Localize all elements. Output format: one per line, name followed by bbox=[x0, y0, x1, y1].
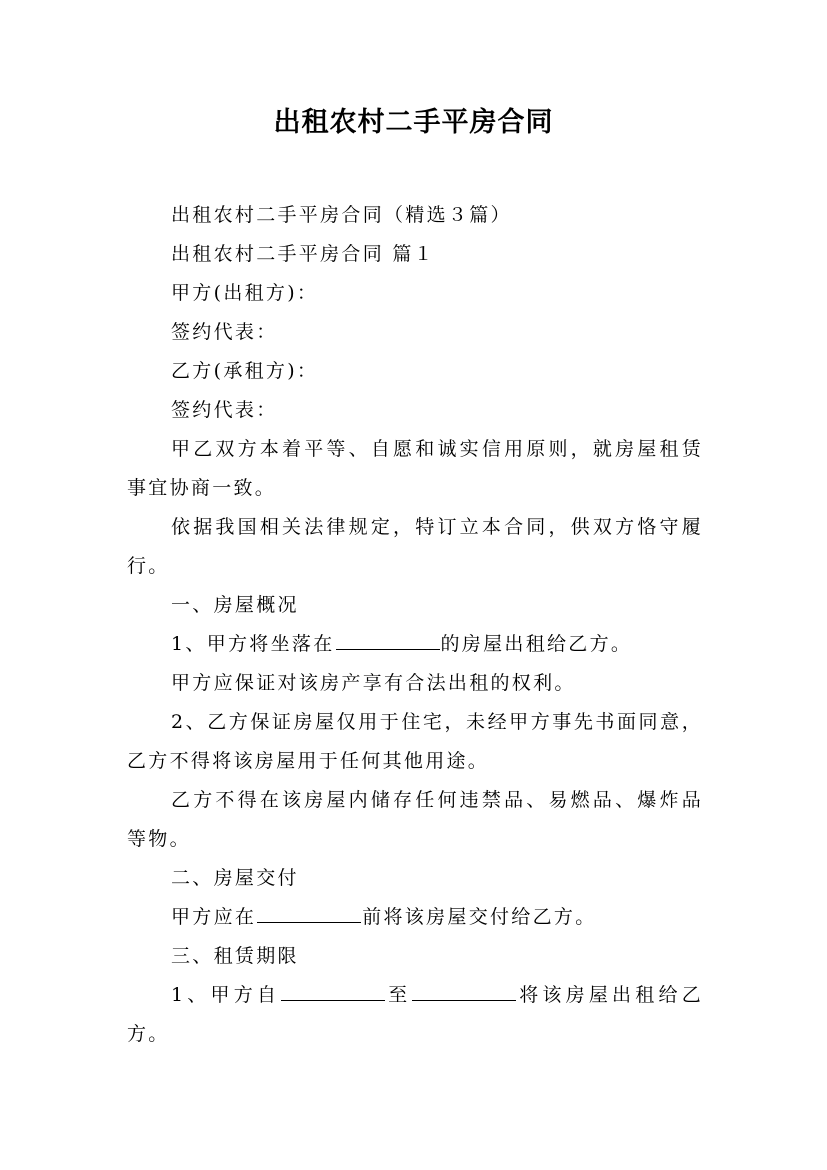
document-body bbox=[127, 196, 703, 1054]
paragraph-heading-overview bbox=[127, 586, 703, 625]
text-segment: 1、甲方自 bbox=[171, 984, 281, 1006]
text-segment: 乙方(承租方)： bbox=[171, 360, 319, 382]
text-segment: 一、房屋概况 bbox=[171, 594, 299, 616]
paragraph-delivery-clause bbox=[127, 898, 703, 937]
text-segment: 甲方应保证对该房产享有合法出租的权利。 bbox=[171, 672, 576, 694]
text-segment: 的房屋出租给乙方。 bbox=[440, 633, 633, 655]
text-segment: 2、乙方保证房屋仅用于住宅，未经甲方事先书面同意，乙方不得将该房屋用于任何其他用途。 bbox=[127, 711, 703, 772]
text-segment: 前将该房屋交付给乙方。 bbox=[362, 906, 597, 928]
paragraph-party-b bbox=[127, 352, 703, 391]
text-segment: 甲方(出租方)： bbox=[171, 282, 319, 304]
document-title: 出租农村二手平房合同 bbox=[273, 107, 554, 138]
paragraph-heading-delivery bbox=[127, 859, 703, 898]
paragraph-term-clause bbox=[127, 976, 703, 1054]
text-segment: 甲方应在 bbox=[171, 906, 257, 928]
text-segment: 三、租赁期限 bbox=[171, 945, 299, 967]
paragraph-subtitle bbox=[127, 196, 703, 235]
paragraph-prohibited-items bbox=[127, 781, 703, 859]
paragraph-heading-term bbox=[127, 937, 703, 976]
text-segment: 二、房屋交付 bbox=[171, 867, 299, 889]
paragraph-usage-clause bbox=[127, 703, 703, 781]
blank-line bbox=[257, 900, 361, 923]
blank-line bbox=[281, 978, 385, 1001]
paragraph-legal-basis bbox=[127, 508, 703, 586]
paragraph-section-heading bbox=[127, 235, 703, 274]
text-segment: 至 bbox=[386, 984, 412, 1006]
text-segment: 1、甲方将坐落在 bbox=[171, 633, 335, 655]
paragraph-ownership bbox=[127, 664, 703, 703]
blank-line bbox=[412, 978, 516, 1001]
paragraph-principle bbox=[127, 430, 703, 508]
paragraph-party-b-representative bbox=[127, 391, 703, 430]
paragraph-location-clause bbox=[127, 625, 703, 664]
text-segment: 乙方不得在该房屋内储存任何违禁品、易燃品、爆炸品等物。 bbox=[127, 789, 703, 850]
paragraph-party-a bbox=[127, 274, 703, 313]
blank-line bbox=[336, 627, 440, 650]
text-segment: 甲乙双方本着平等、自愿和诚实信用原则，就房屋租赁事宜协商一致。 bbox=[127, 438, 703, 499]
text-segment: 出租农村二手平房合同（精选３篇） bbox=[171, 204, 512, 226]
text-segment: 依据我国相关法律规定，特订立本合同，供双方恪守履行。 bbox=[127, 516, 703, 577]
text-segment: 签约代表： bbox=[171, 399, 278, 421]
text-segment: 签约代表： bbox=[171, 321, 278, 343]
text-segment: 将该房屋出租给乙方。 bbox=[127, 984, 703, 1045]
paragraph-party-a-representative bbox=[127, 313, 703, 352]
text-segment: 出租农村二手平房合同 篇１ bbox=[171, 243, 435, 265]
